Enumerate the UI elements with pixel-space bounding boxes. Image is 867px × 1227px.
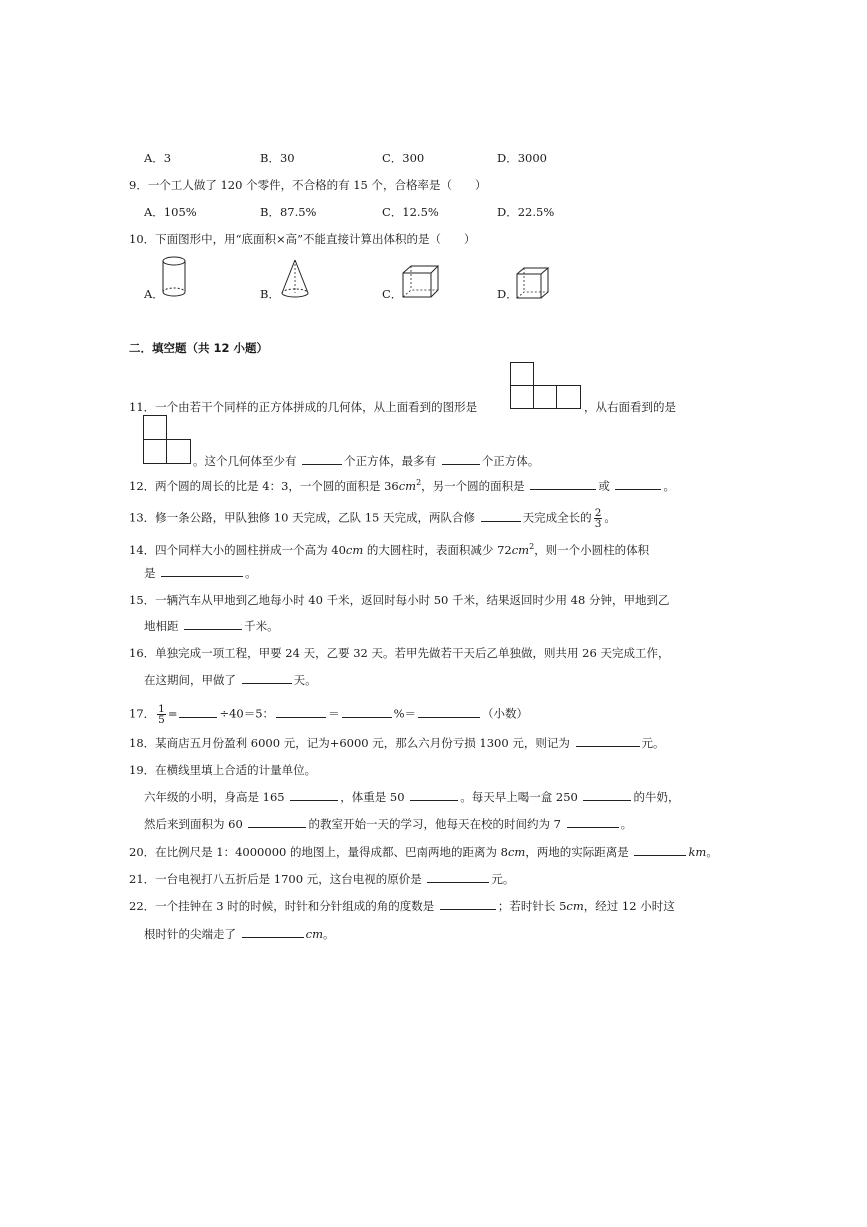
q19-blank-weight[interactable]	[410, 789, 458, 801]
cone-icon	[279, 258, 313, 302]
q13-text-b: 天完成全长的	[522, 510, 592, 525]
q8-option-a[interactable]: A．3	[144, 151, 172, 165]
q21	[129, 871, 514, 887]
q19-line3	[144, 816, 632, 832]
q13-blank[interactable]	[481, 510, 521, 522]
q19-line2	[144, 789, 679, 805]
q19-blank-time[interactable]	[567, 816, 619, 828]
q9-option-a[interactable]: A．105%	[144, 205, 197, 219]
q9-option-d[interactable]: D．22.5%	[497, 205, 555, 219]
q11-text-d: 个正方体，最多有	[344, 454, 437, 468]
q8-option-c[interactable]: C．300	[382, 151, 425, 165]
q12-text-b: ，另一个圆的面积是	[421, 478, 525, 493]
q8-options	[144, 150, 704, 166]
cuboid-icon	[400, 263, 442, 301]
q20-text-b: ，两地的实际距离是	[525, 845, 629, 859]
q10-option-c[interactable]: C．	[382, 287, 403, 301]
q22-text-b: ；若时针长 5	[497, 899, 567, 913]
q22-unit: cm	[566, 899, 584, 913]
q8-option-b[interactable]: B．30	[260, 151, 295, 165]
q14-text-c: ，则一个小圆柱的体积	[534, 542, 650, 557]
q20-unit-km: km	[688, 845, 707, 859]
q17-text-c: ÷40＝5：	[219, 706, 275, 721]
q20-blank[interactable]	[634, 844, 686, 856]
cube-icon	[514, 266, 554, 302]
q12-text-d: 。	[663, 478, 675, 493]
q19-text-b3: 。每天早上喝一盒 250	[460, 790, 578, 804]
q17-fraction-den: 5	[158, 714, 165, 726]
q14-line1	[129, 539, 649, 558]
q12-text-c: 或	[598, 478, 610, 493]
q22-line1	[129, 898, 675, 914]
q17-fraction-num: 1	[158, 703, 165, 715]
q16-blank[interactable]	[242, 672, 292, 684]
q20-text-d: 。	[706, 845, 718, 859]
q12-sup: 2	[416, 478, 422, 487]
q18-text-b: 元。	[641, 736, 665, 750]
q16-text-b: 在这期间，甲做了	[144, 673, 236, 687]
q17-blank-2[interactable]	[276, 706, 326, 718]
q15-text-c: 千米。	[244, 619, 279, 633]
q17-text-b: =	[167, 706, 178, 721]
q22-text-f: 。	[323, 927, 335, 941]
q10-option-d[interactable]: D．	[497, 287, 518, 301]
q8-option-d[interactable]: D．3000	[497, 151, 547, 165]
q22-text-a: 22．一个挂钟在 3 时的时候，时针和分针组成的角的度数是	[129, 899, 435, 913]
q9-option-c[interactable]: C．12.5%	[382, 205, 439, 219]
q13-fraction	[594, 508, 603, 529]
q11-text-e: 个正方体。	[481, 454, 540, 468]
q10-option-b[interactable]: B．	[260, 287, 280, 301]
q16-line2	[144, 672, 317, 688]
cylinder-icon	[160, 255, 190, 301]
q15-blank[interactable]	[184, 618, 242, 630]
q14-unit-2: cm	[511, 542, 530, 557]
q12-blank-2[interactable]	[615, 478, 661, 490]
q13-text-c: 。	[604, 510, 616, 525]
q19-text-c1: 然后来到面积为 60	[144, 817, 243, 831]
q17-text-a: 17．	[129, 706, 156, 721]
top-view-icon	[510, 362, 582, 410]
q22-line2	[144, 926, 335, 942]
q18-text-a: 18．某商店五月份盈利 6000 元，记为+6000 元，那么六月份亏损 1300 元，则记为	[129, 736, 570, 750]
q14-unit-1: cm	[345, 542, 364, 557]
q14-text-e: 。	[245, 566, 257, 580]
q20	[129, 844, 718, 860]
q9-options	[144, 204, 704, 220]
q12-unit: cm	[398, 478, 417, 493]
q19-text-b1: 六年级的小明，身高是 165	[144, 790, 285, 804]
q19-blank-milk[interactable]	[583, 789, 631, 801]
q18	[129, 735, 665, 751]
q17-text-f: （小数）	[482, 706, 528, 721]
q11-text-a: 11．一个由若干个同样的正方体拼成的几何体，从上面看到的图形是	[129, 400, 478, 414]
q21-text-a: 21．一台电视打八五折后是 1700 元，这台电视的原价是	[129, 872, 422, 886]
q17-text-d: ＝	[328, 706, 340, 721]
q9-text: 9．一个工人做了 120 个零件，不合格的有 15 个，合格率是（ ）	[129, 178, 487, 192]
q19-text-c2: 的教室开始一天的学习，他每天在校的时间约为 7	[308, 817, 561, 831]
q22-blank-angle[interactable]	[440, 898, 496, 910]
q12	[129, 475, 675, 494]
q17-blank-3[interactable]	[342, 706, 392, 718]
q13-text-a: 13．修一条公路，甲队独修 10 天完成，乙队 15 天完成，两队合修	[129, 510, 476, 525]
q12-blank-1[interactable]	[530, 478, 596, 490]
q13-fraction-num: 2	[594, 507, 602, 519]
q10-text: 10．下面图形中，用“底面积×高”不能直接计算出体积的是（ ）	[129, 232, 476, 246]
q14-text-b: 的大圆柱时，表面积减少 72	[363, 542, 512, 557]
q17	[129, 704, 528, 725]
q22-text-c: ，经过 12 小时这	[583, 899, 675, 913]
q21-text-b: 元。	[491, 872, 515, 886]
q22-text-d: 根时针的尖端走了	[144, 927, 236, 941]
q19-text-c3: 。	[620, 817, 633, 831]
q13	[129, 508, 616, 529]
q15-text-b: 地相距	[144, 619, 179, 633]
q12-text-a: 12．两个圆的周长的比是 4：3，一个圆的面积是 36	[129, 478, 399, 493]
q11-line1-tail: ，从右面看到的是	[584, 400, 676, 414]
q14-line2	[144, 565, 257, 581]
section-title: 二．填空题（共 12 小题）	[129, 341, 269, 355]
q16-text-c: 天。	[293, 673, 317, 687]
q14-sup: 2	[529, 542, 535, 551]
q22-unit-cm: cm	[305, 927, 324, 941]
q18-blank[interactable]	[576, 735, 640, 747]
q14-text-a: 14．四个同样大小的圆柱拼成一个高为 40	[129, 542, 346, 557]
q20-text-a: 20．在比例尺是 1：4000000 的地图上，量得成都、巴南两地的距离为 8	[129, 845, 508, 859]
q16-line1: 16．单独完成一项工程，甲要 24 天，乙要 32 天。若甲先做若干天后乙单独做，则共用 26 天完成工作，	[129, 646, 670, 660]
q17-blank-1[interactable]	[179, 706, 217, 718]
q15-line1: 15．一辆汽车从甲地到乙地每小时 40 千米，返回时每小时 50 千米，结果返回时少用 48 分钟，甲地到乙	[129, 593, 670, 607]
q13-fraction-den: 3	[594, 518, 602, 530]
q19-text-b2: ，体重是 50	[340, 790, 405, 804]
q19-blank-area[interactable]	[248, 816, 306, 828]
right-view-icon	[143, 415, 193, 465]
q17-fraction	[157, 704, 166, 725]
q17-blank-4[interactable]	[418, 706, 480, 718]
q19-blank-height[interactable]	[290, 789, 338, 801]
q11-line2	[193, 453, 539, 469]
q15-line2	[144, 618, 279, 634]
q11-line1	[129, 399, 477, 415]
q17-text-e: %＝	[393, 706, 416, 721]
q11-text-c: 。这个几何体至少有	[193, 454, 297, 468]
q22-blank-distance[interactable]	[242, 926, 304, 938]
q20-unit: cm	[507, 845, 526, 859]
q11-blank-max[interactable]	[442, 453, 480, 465]
q19-line1: 19．在横线里填上合适的计量单位。	[129, 763, 317, 777]
q14-blank[interactable]	[161, 565, 243, 577]
q14-text-d: 是	[144, 566, 156, 580]
q11-blank-min[interactable]	[302, 453, 342, 465]
q10-option-a[interactable]: A．	[144, 287, 164, 301]
q19-text-b4: 的牛奶，	[633, 790, 680, 804]
q21-blank[interactable]	[427, 871, 489, 883]
q9-option-b[interactable]: B．87.5%	[260, 205, 317, 219]
